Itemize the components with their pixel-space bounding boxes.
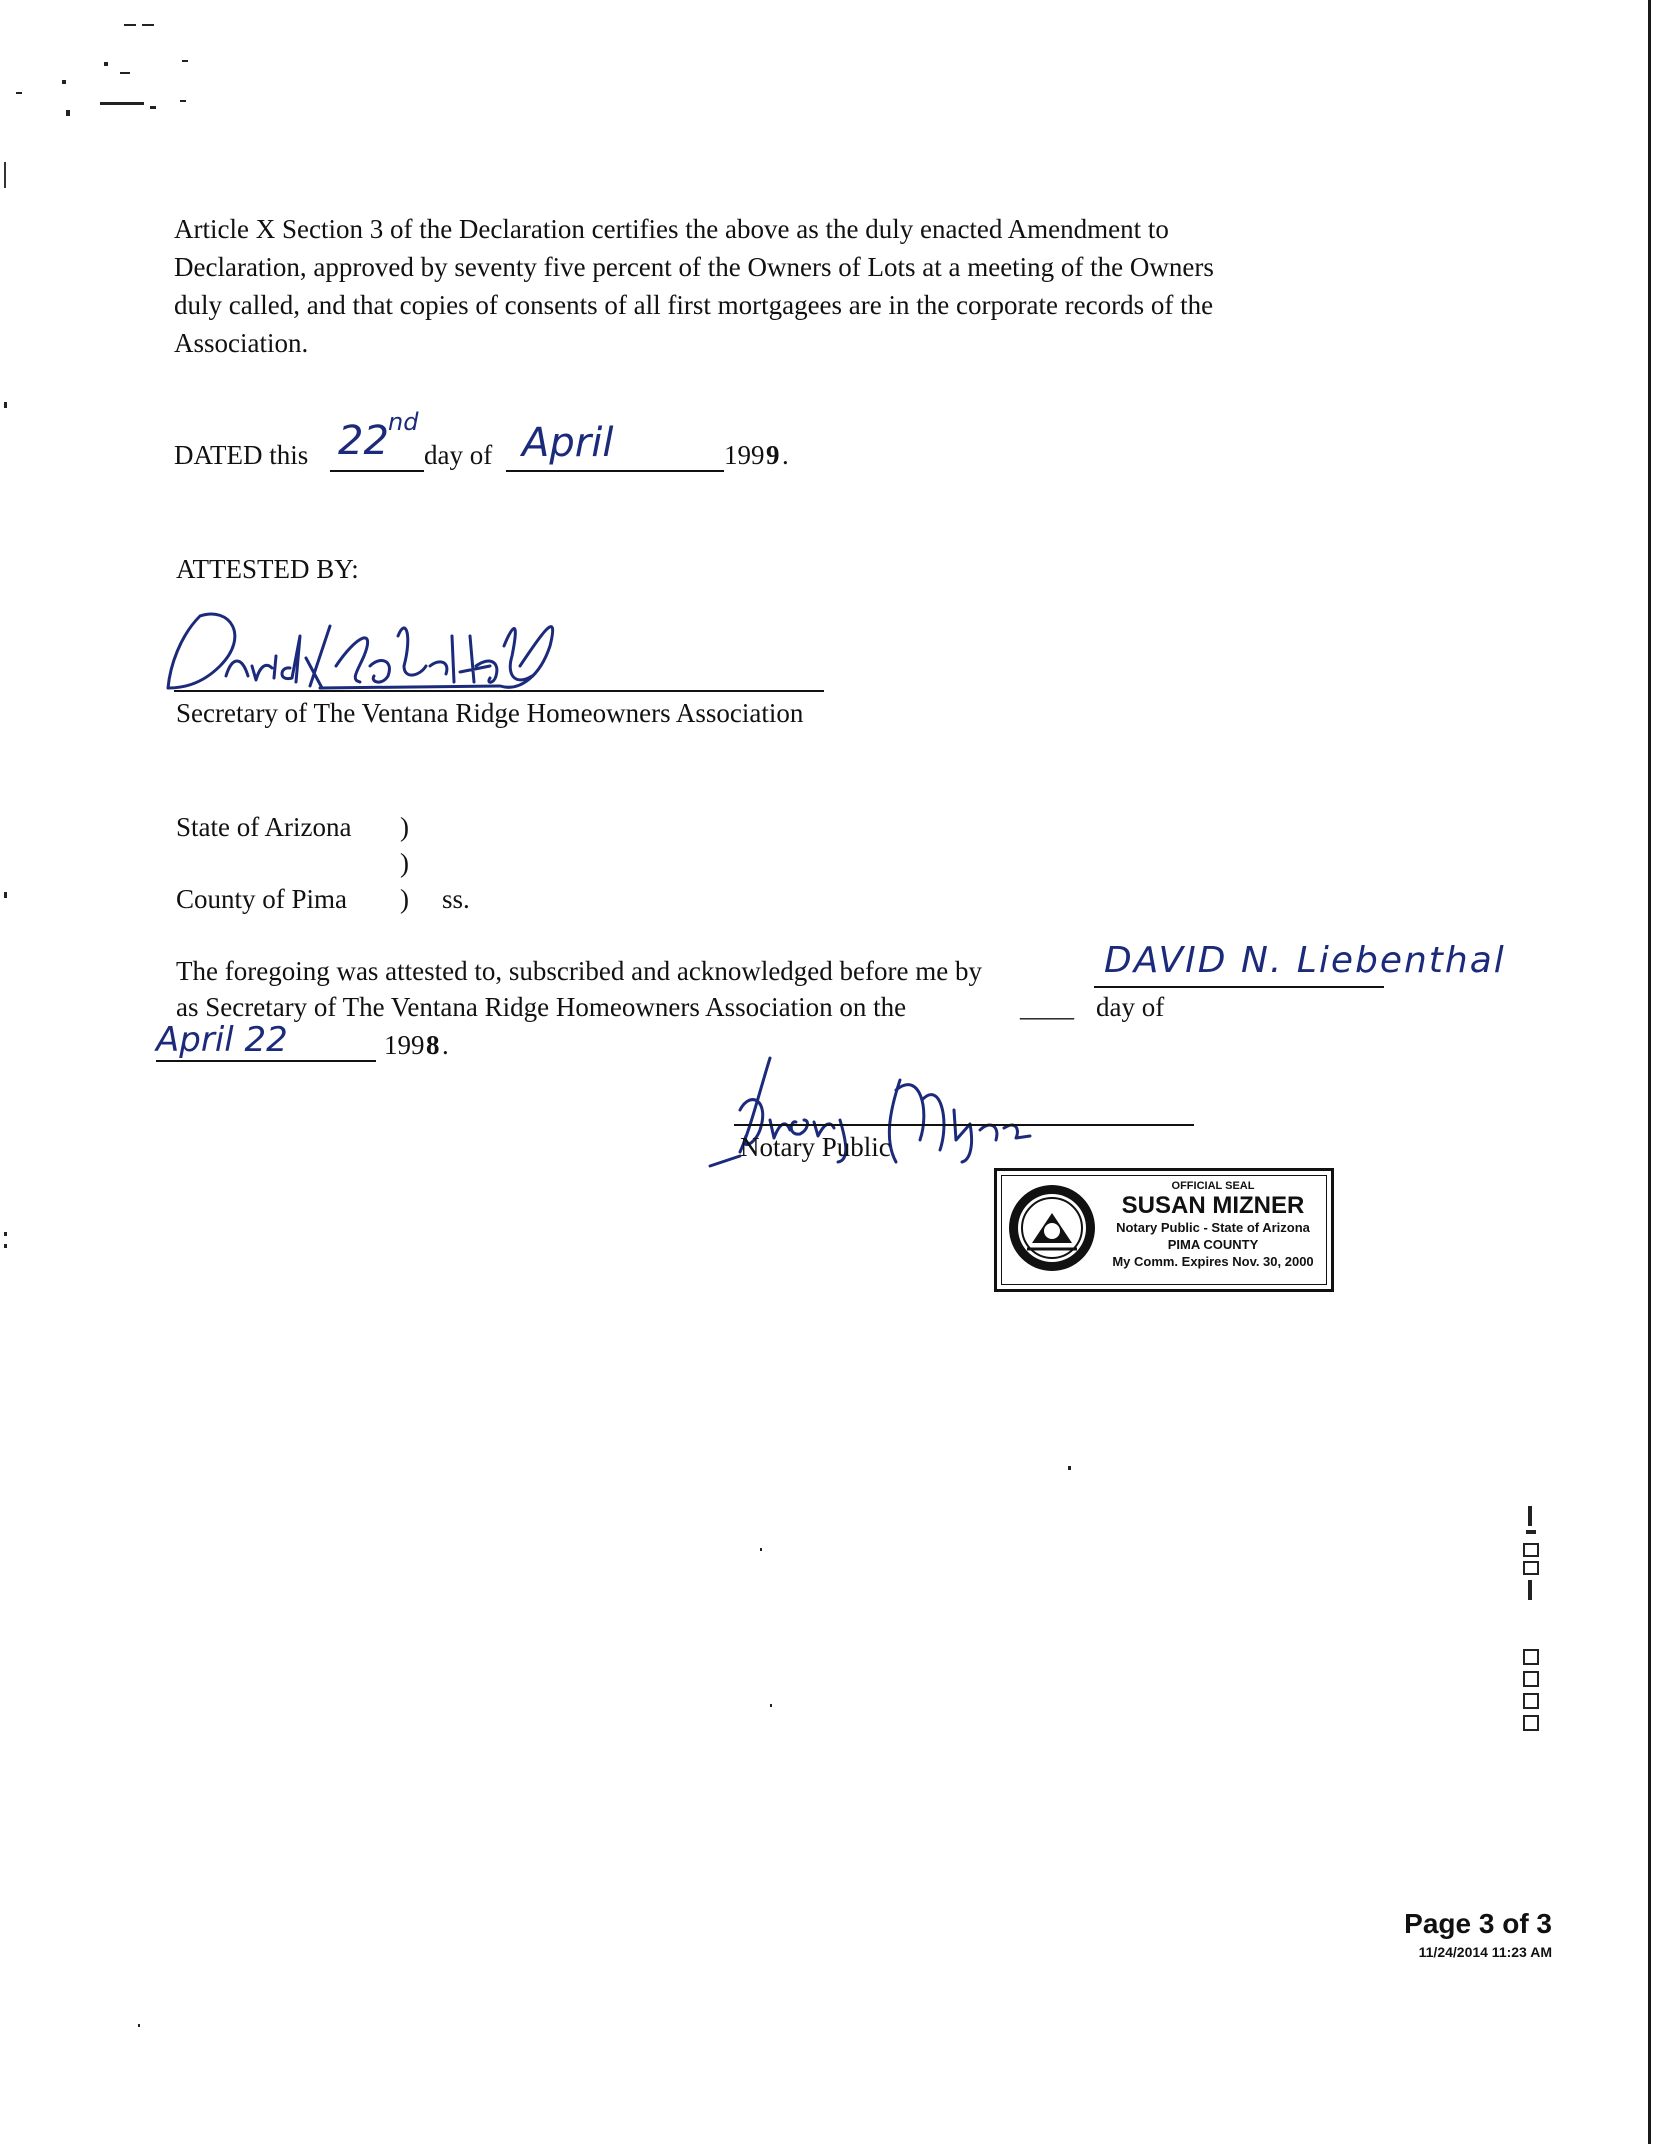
notary-label: Notary Public	[740, 1132, 891, 1162]
stamp-line4: PIMA COUNTY	[1167, 1237, 1259, 1252]
page-number: Page 3 of 3	[1404, 1908, 1552, 1939]
dated-prefix: DATED this	[174, 440, 309, 470]
ack-date-underline	[156, 1060, 376, 1062]
scan-speck	[150, 106, 156, 109]
day-underline	[330, 470, 424, 472]
stamp-line5: My Comm. Expires Nov. 30, 2000	[1112, 1254, 1314, 1269]
dated-month: April	[522, 420, 614, 466]
ack-line1: The foregoing was attested to, subscribed and acknowledged before me by	[176, 956, 982, 986]
certification-paragraph	[174, 210, 1374, 362]
dated-middle: day of	[424, 440, 493, 470]
stamp-line3: Notary Public - State of Arizona	[1116, 1220, 1310, 1235]
paragraph-line: Declaration, approved by seventy five percent of the Owners of Lots at a meeting of the Owners	[174, 252, 1214, 282]
scan-speck	[4, 1244, 7, 1248]
scan-mark	[4, 162, 6, 188]
ack-year-last: 8	[426, 1030, 440, 1060]
dated-year-prefix: 199	[724, 440, 765, 470]
venue-county: County of Pima	[176, 884, 348, 914]
paragraph-line: Article X Section 3 of the Declaration certifies the above as the duly enacted Amendment to	[174, 214, 1169, 244]
ack-year-prefix: 199	[384, 1030, 425, 1060]
stamp-line1: OFFICIAL SEAL	[1171, 1180, 1255, 1192]
dated-day: 22	[338, 418, 389, 464]
signature-underline	[174, 690, 824, 692]
venue-paren: )	[400, 884, 409, 914]
scan-speck	[4, 892, 7, 898]
ack-line2-blank: ____	[1020, 992, 1074, 1022]
secretary-title: Secretary of The Ventana Ridge Homeowners Association	[176, 698, 804, 728]
print-timestamp: 11/24/2014 11:23 AM	[1418, 1944, 1552, 1960]
scan-speck	[138, 2024, 140, 2027]
venue-paren: )	[400, 848, 409, 878]
scan-speck	[4, 1232, 7, 1236]
scan-speck	[182, 60, 188, 62]
ack-name: DAVID N. Liebenthal	[1104, 940, 1506, 981]
scan-speck	[104, 62, 108, 66]
ack-date: April 22	[156, 1020, 288, 1060]
scan-speck	[142, 24, 154, 26]
attested-label: ATTESTED BY:	[176, 554, 359, 584]
scan-speck	[120, 72, 130, 74]
scan-edge-line	[1648, 0, 1651, 2144]
notary-stamp	[994, 1168, 1334, 1292]
scan-speck	[760, 1548, 762, 1551]
scan-speck	[124, 24, 136, 26]
dated-end: .	[782, 440, 789, 470]
ack-line2-suffix: day of	[1096, 992, 1165, 1022]
notary-underline	[734, 1124, 1194, 1126]
month-underline	[506, 470, 724, 472]
scan-speck	[62, 80, 66, 84]
stamp-text	[1101, 1179, 1325, 1270]
scan-speck	[16, 92, 22, 94]
scan-speck	[180, 100, 186, 102]
scan-speck	[1068, 1466, 1071, 1470]
scan-speck	[4, 402, 7, 408]
dated-year-last: 9	[766, 440, 780, 470]
scan-speck	[100, 102, 144, 105]
stamp-line2: SUSAN MIZNER	[1121, 1192, 1305, 1219]
ack-line2-prefix: as Secretary of The Ventana Ridge Homeowners Association on the	[176, 992, 907, 1022]
recording-code-mark	[1518, 1500, 1548, 1830]
dated-day-suffix: nd	[388, 408, 419, 436]
ack-year-end: .	[442, 1030, 449, 1060]
venue-state: State of Arizona	[176, 812, 352, 842]
paragraph-line: duly called, and that copies of consents of all first mortgagees are in the corporate records of the	[174, 290, 1214, 320]
scan-speck	[770, 1704, 772, 1707]
venue-ss: ss.	[442, 884, 470, 914]
scan-speck	[66, 110, 70, 116]
state-seal-icon	[1007, 1183, 1097, 1273]
paragraph-line: Association.	[174, 328, 309, 358]
secretary-signature	[160, 596, 640, 696]
venue-paren: )	[400, 812, 409, 842]
